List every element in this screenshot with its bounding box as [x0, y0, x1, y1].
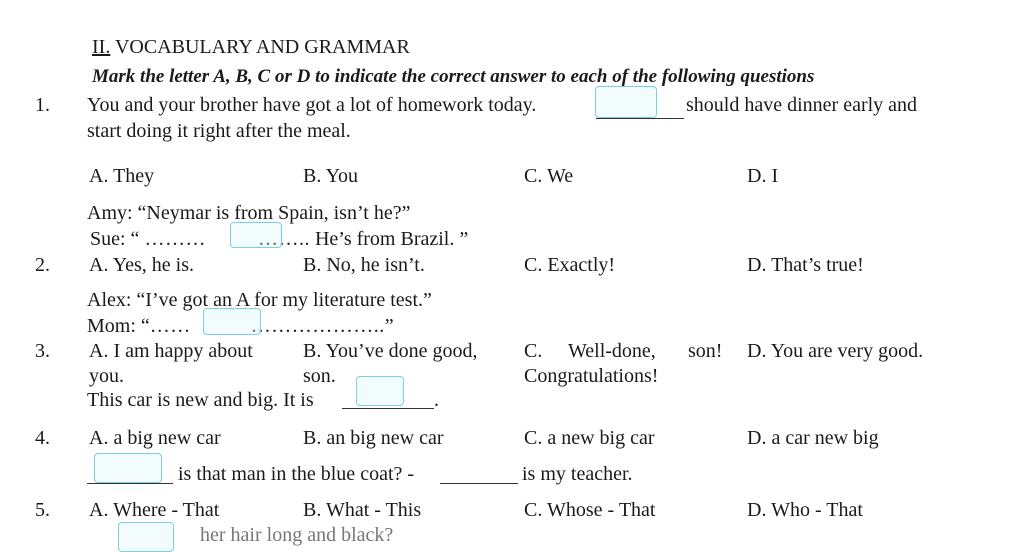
q3-option-a-line2[interactable]: you.: [89, 365, 124, 387]
q4-option-d[interactable]: D. a car new big: [747, 427, 879, 449]
q2-option-d[interactable]: D. That’s true!: [747, 254, 864, 276]
q4-blank-line: [342, 408, 434, 409]
q3-option-c-line2[interactable]: Congratulations!: [524, 365, 659, 387]
q4-option-b[interactable]: B. an big new car: [303, 427, 444, 449]
q2-dots-left: ………: [144, 228, 206, 250]
q3-option-b-line2[interactable]: son.: [303, 365, 336, 387]
q3-dots-left: ……: [149, 315, 191, 337]
q1-answer-box[interactable]: [595, 86, 657, 118]
q2-sue-prefix: Sue: “: [90, 228, 145, 250]
q4-stem: This car is new and big. It is: [87, 389, 314, 411]
q2-dots-right: ……..: [257, 228, 310, 250]
q1-stem-line1-post: should have dinner early and: [686, 94, 918, 116]
q3-mom-suffix: ”: [384, 315, 394, 337]
q5-option-b[interactable]: B. What - This: [303, 499, 422, 521]
q5-answer-box[interactable]: [94, 453, 162, 483]
q3-option-c-word1[interactable]: Well-done,: [568, 340, 656, 362]
question-number-3: 3.: [35, 340, 50, 362]
q2-option-a[interactable]: A. Yes, he is.: [89, 254, 195, 276]
q2-sue-suffix: He’s from Brazil. ”: [309, 228, 469, 250]
q4-option-c[interactable]: C. a new big car: [524, 427, 655, 449]
q3-dots-right: ………………..: [250, 315, 385, 337]
q5-option-d[interactable]: D. Who - That: [747, 499, 863, 521]
q1-stem-line1-pre: You and your brother have got a lot of homework today.: [87, 94, 537, 116]
q3-option-c-label[interactable]: C.: [524, 340, 543, 362]
question-number-2: 2.: [35, 254, 50, 276]
q1-option-b[interactable]: B. You: [303, 165, 359, 187]
q3-mom-prefix: Mom: “: [87, 315, 150, 337]
q2-amy-line: Amy: “Neymar is from Spain, isn’t he?”: [87, 202, 411, 224]
q2-option-c[interactable]: C. Exactly!: [524, 254, 616, 276]
q1-blank-line: [596, 118, 684, 119]
instruction: Mark the letter A, B, C or D to indicate the correct answer to each of the following questions: [92, 66, 815, 87]
q2-answer-box[interactable]: [230, 222, 282, 248]
q3-alex-line: Alex: “I’ve got an A for my literature test.”: [87, 289, 432, 311]
q6-answer-box[interactable]: [118, 522, 174, 552]
question-number-4: 4.: [35, 427, 50, 449]
q3-option-d[interactable]: D. You are very good.: [747, 340, 924, 362]
q5-stem-end: is my teacher.: [522, 463, 633, 485]
q3-option-b-line1[interactable]: B. You’ve done good,: [303, 340, 478, 362]
q1-option-a[interactable]: A. They: [89, 165, 155, 187]
q3-option-a-line1[interactable]: A. I am happy about: [89, 340, 253, 362]
q4-option-a[interactable]: A. a big new car: [89, 427, 221, 449]
q5-option-c[interactable]: C. Whose - That: [524, 499, 656, 521]
section-number: II.: [92, 36, 111, 58]
q1-stem-line2: start doing it right after the meal.: [87, 120, 351, 142]
q1-option-c[interactable]: C. We: [524, 165, 574, 187]
question-number-1: 1.: [35, 94, 50, 116]
q4-answer-box[interactable]: [356, 376, 404, 406]
q4-stem-end: .: [434, 389, 439, 411]
question-number-5: 5.: [35, 499, 50, 521]
q3-answer-box[interactable]: [203, 308, 261, 335]
section-title-text: VOCABULARY AND GRAMMAR: [110, 36, 410, 58]
q5-stem-mid: is that man in the blue coat? -: [178, 463, 415, 485]
next-question-partial: her hair long and black?: [200, 524, 394, 546]
q5-option-a[interactable]: A. Where - That: [89, 499, 220, 521]
q1-option-d[interactable]: D. I: [747, 165, 779, 187]
section-title: [92, 37, 410, 57]
q5-blank-line-2: [440, 483, 518, 484]
q5-blank-line-1: [87, 483, 173, 484]
q2-option-b[interactable]: B. No, he isn’t.: [303, 254, 425, 276]
q3-option-c-word2[interactable]: son!: [688, 340, 723, 362]
